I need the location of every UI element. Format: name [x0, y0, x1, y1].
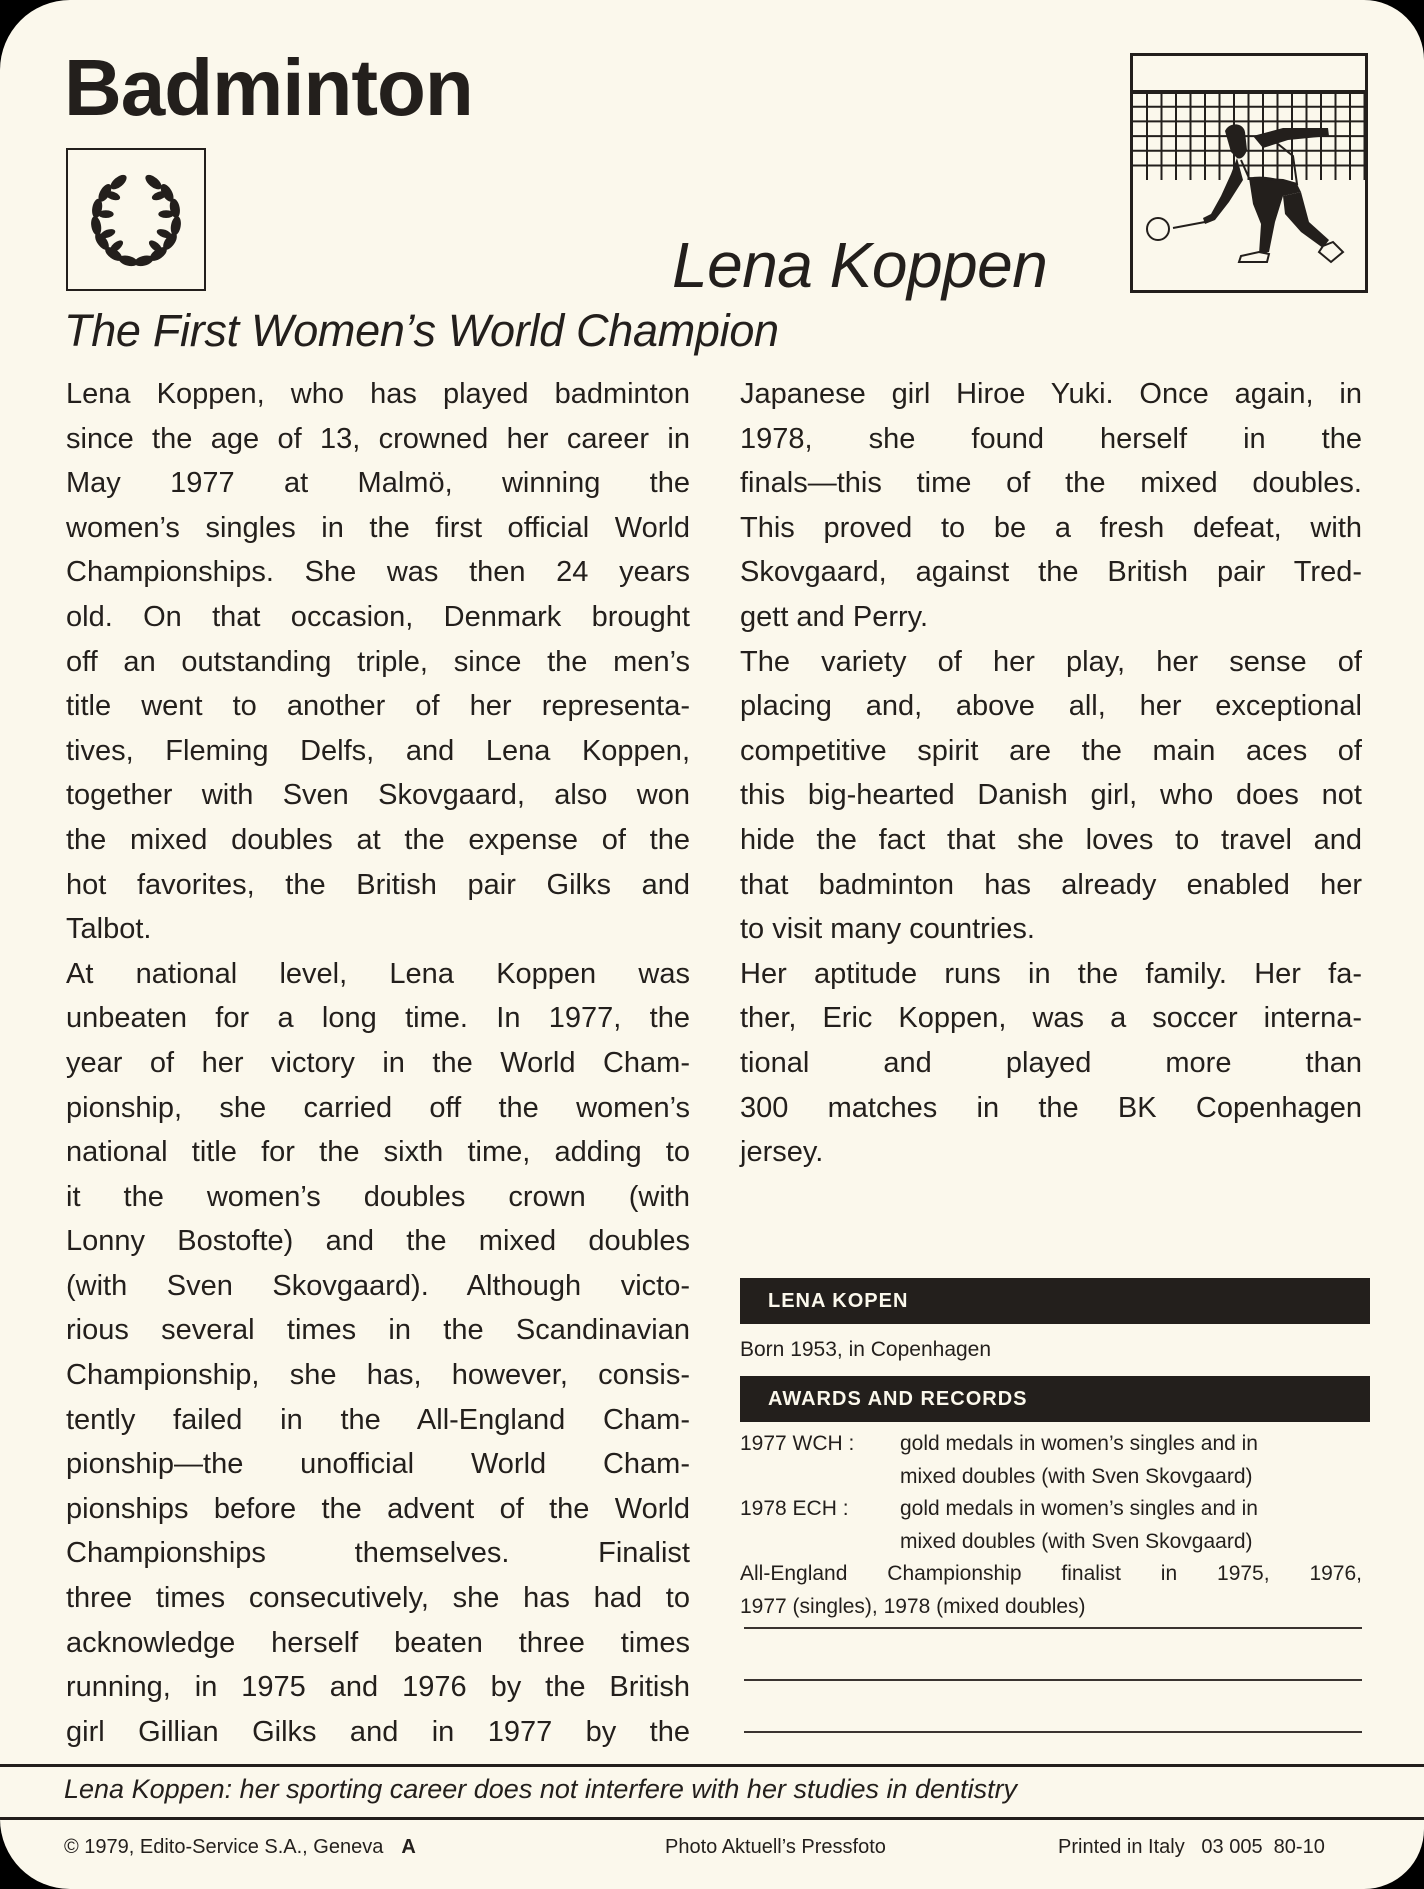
copyright-text: © 1979, Edito-Service S.A., Geneva — [64, 1836, 384, 1858]
body-line: At national level, Lena Koppen was — [66, 957, 690, 990]
athlete-name: Lena Koppen — [672, 229, 1048, 301]
body-line: 300 matches in the BK Copenhagen — [740, 1091, 1362, 1124]
body-line: finals—this time of the mixed doubles. — [740, 467, 1362, 500]
body-column-left — [66, 372, 690, 1754]
body-line: to visit many countries. — [740, 913, 1035, 946]
body-line: Her aptitude runs in the family. Her fa- — [740, 957, 1362, 990]
caption-divider-bottom — [0, 1817, 1424, 1820]
info-box — [740, 1278, 1370, 1733]
body-line: it the women’s doubles crown (with — [66, 1180, 690, 1213]
body-line: tional and played more than — [740, 1046, 1362, 1079]
award-key: 1978 ECH : — [740, 1497, 849, 1520]
blank-rule — [744, 1627, 1362, 1629]
body-line: this big-hearted Danish girl, who does not — [740, 779, 1362, 812]
body-line: since the age of 13, crowned her career in — [66, 422, 690, 455]
body-line: gett and Perry. — [740, 600, 929, 633]
body-line: national title for the sixth time, adding to — [66, 1136, 690, 1169]
body-line: jersey. — [740, 1136, 824, 1169]
award-line: mixed doubles (with Sven Skovgaard) — [900, 1464, 1253, 1488]
body-line: Japanese girl Hiroe Yuki. Once again, in — [740, 378, 1362, 410]
body-line: placing and, above all, her exceptional — [740, 690, 1362, 723]
body-line: pionships before the advent of the World — [66, 1492, 690, 1525]
body-line: Skovgaard, against the British pair Tred- — [740, 556, 1362, 589]
photo-credit: Photo Aktuell’s Pressfoto — [665, 1836, 886, 1858]
body-line: girl Gillian Gilks and in 1977 by the — [66, 1715, 690, 1748]
award-item — [740, 1428, 1370, 1493]
body-line: year of her victory in the World Cham- — [66, 1046, 690, 1079]
award-line: gold medals in women’s singles and in — [900, 1497, 1258, 1520]
laurel-wreath-graphic — [68, 150, 204, 289]
award-key: 1977 WCH : — [740, 1432, 855, 1455]
body-line: unbeaten for a long time. In 1977, the — [66, 1002, 690, 1035]
body-line: tently failed in the All-England Cham- — [66, 1403, 690, 1436]
body-line: pionship—the unofficial World Cham- — [66, 1448, 690, 1481]
body-line: that badminton has already enabled her — [740, 868, 1362, 901]
award-value — [900, 1493, 1370, 1558]
sport-title: Badminton — [64, 43, 473, 132]
body-line: together with Sven Skovgaard, also won — [66, 779, 690, 812]
award-note — [740, 1558, 1370, 1623]
body-line: (with Sven Skovgaard). Although victo- — [66, 1269, 690, 1302]
award-item — [740, 1493, 1370, 1558]
award-line: mixed doubles (with Sven Skovgaard) — [900, 1529, 1253, 1553]
body-line: the mixed doubles at the expense of the — [66, 823, 690, 856]
body-line: May 1977 at Malmö, winning the — [66, 467, 690, 500]
body-line: off an outstanding triple, since the men’s — [66, 645, 690, 678]
body-line: Championships. She was then 24 years — [66, 556, 690, 589]
net-icon — [1133, 92, 1365, 180]
badminton-player-illustration — [1130, 53, 1368, 293]
body-line: Lena Koppen, who has played badminton — [66, 378, 690, 410]
body-line: running, in 1975 and 1976 by the British — [66, 1671, 690, 1704]
body-line: Lonny Bostofte) and the mixed doubles — [66, 1225, 690, 1258]
birth-info: Born 1953, in Copenhagen — [740, 1338, 992, 1361]
body-line: acknowledge herself beaten three times — [66, 1626, 690, 1659]
body-line: rious several times in the Scandinavian — [66, 1314, 690, 1347]
body-line: pionship, she carried off the women’s — [66, 1091, 690, 1124]
body-line: title went to another of her representa- — [66, 690, 690, 723]
photo-caption: Lena Koppen: her sporting career does not interfere with her studies in dentistry — [64, 1774, 1018, 1804]
awards-heading: AWARDS AND RECORDS — [740, 1376, 1370, 1422]
blank-rule — [744, 1731, 1362, 1733]
body-line: old. On that occasion, Denmark brought — [66, 600, 690, 633]
laurel-wreath-icon — [66, 148, 206, 291]
laurel-leaves — [90, 172, 183, 268]
racket-icon — [1147, 218, 1169, 240]
body-line: This proved to be a fresh defeat, with — [740, 511, 1362, 544]
body-line: hide the fact that she loves to travel and — [740, 823, 1362, 856]
copyright — [64, 1836, 416, 1859]
body-line: The variety of her play, her sense of — [740, 645, 1362, 678]
series-letter: A — [401, 1836, 416, 1858]
body-line: competitive spirit are the main aces of — [740, 734, 1362, 767]
award-note-line: 1977 (singles), 1978 (mixed doubles) — [740, 1594, 1086, 1618]
awards-list — [740, 1428, 1370, 1733]
info-name-heading: LENA KOPEN — [740, 1278, 1370, 1324]
body-line: Championship, she has, however, consis- — [66, 1359, 690, 1392]
body-line: 1978, she found herself in the — [740, 422, 1362, 455]
award-value — [900, 1428, 1370, 1493]
body-line: hot favorites, the British pair Gilks and — [66, 868, 690, 901]
body-column-right — [740, 372, 1362, 1175]
blank-rule — [744, 1679, 1362, 1681]
body-line: ther, Eric Koppen, was a soccer interna- — [740, 1002, 1362, 1035]
body-line: Talbot. — [66, 913, 152, 946]
body-line: women’s singles in the first official World — [66, 511, 690, 544]
badminton-illustration-graphic — [1133, 56, 1365, 290]
body-line: tives, Fleming Delfs, and Lena Koppen, — [66, 734, 690, 767]
print-info: Printed in Italy 03 005 80-10 — [1058, 1836, 1325, 1858]
award-line: gold medals in women’s singles and in — [900, 1432, 1258, 1455]
body-line: Championships themselves. Finalist — [66, 1537, 690, 1570]
caption-divider-top — [0, 1764, 1424, 1767]
award-note-line: All-England Championship finalist in 1975, 1976, — [740, 1562, 1362, 1585]
body-line: three times consecutively, she has had to — [66, 1582, 690, 1615]
article-subtitle: The First Women’s World Champion — [64, 305, 779, 356]
